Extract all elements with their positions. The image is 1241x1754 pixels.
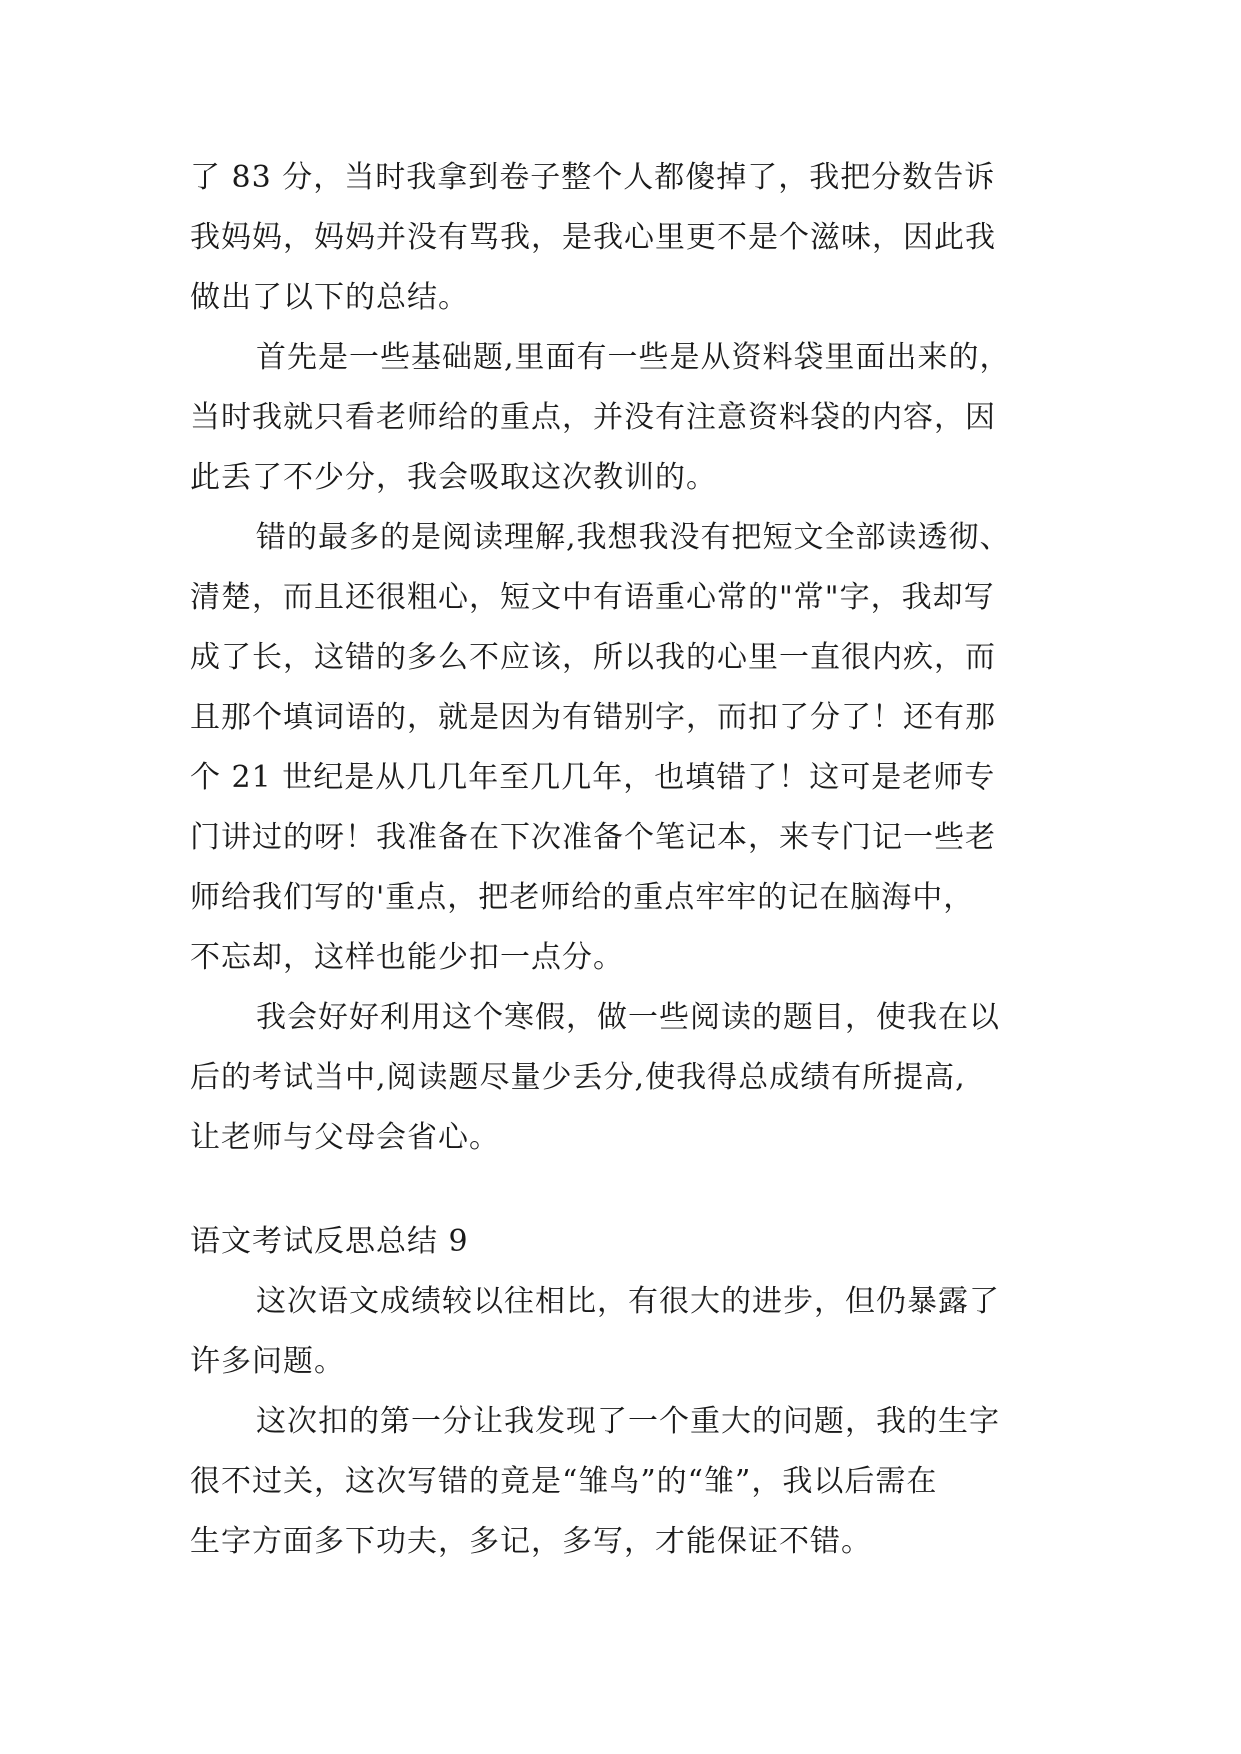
text-line: 门讲过的呀！我准备在下次准备个笔记本，来专门记一些老 [190,820,996,855]
text-line: 师给我们写的'重点，把老师给的重点牢牢的记在脑海中， [190,880,975,915]
text-line: 生字方面多下功夫，多记，多写，才能保证不错。 [190,1524,872,1559]
text-line: 且那个填词语的，就是因为有错别字，而扣了分了！还有那 [190,700,996,735]
text-line: 当时我就只看老师给的重点，并没有注意资料袋的内容，因 [190,400,996,435]
text-line: 不忘却，这样也能少扣一点分。 [190,940,624,975]
text-line: 我妈妈，妈妈并没有骂我，是我心里更不是个滋味，因此我 [190,220,996,255]
section-heading: 语文考试反思总结 9 [190,1224,469,1259]
text-line: 了 83 分，当时我拿到卷子整个人都傻掉了，我把分数告诉 [190,160,996,195]
text-line: 许多问题。 [190,1344,345,1379]
text-line: 此丢了不少分，我会吸取这次教训的。 [190,460,717,495]
paragraph-start-line: 这次扣的第一分让我发现了一个重大的问题，我的生字 [256,1404,1000,1439]
text-line: 做出了以下的总结。 [190,280,469,315]
text-line: 成了长，这错的多么不应该，所以我的心里一直很内疚，而 [190,640,996,675]
text-line: 个 21 世纪是从几几年至几几年，也填错了！这可是老师专 [190,760,996,795]
paragraph-start-line: 首先是一些基础题,里面有一些是从资料袋里面出来的， [256,340,1011,375]
paragraph-start-line: 我会好好利用这个寒假，做一些阅读的题目，使我在以 [256,1000,1000,1035]
paragraph-start-line: 这次语文成绩较以往相比，有很大的进步，但仍暴露了 [256,1284,1000,1319]
paragraph-start-line: 错的最多的是阅读理解,我想我没有把短文全部读透彻、 [256,520,1011,555]
text-line: 清楚，而且还很粗心，短文中有语重心常的"常"字，我却写 [190,580,995,615]
text-line: 很不过关，这次写错的竟是“雏鸟”的“雏”，我以后需在 [190,1464,938,1499]
text-line: 让老师与父母会省心。 [190,1120,500,1155]
text-line: 后的考试当中,阅读题尽量少丢分,使我得总成绩有所提高, [190,1060,966,1095]
